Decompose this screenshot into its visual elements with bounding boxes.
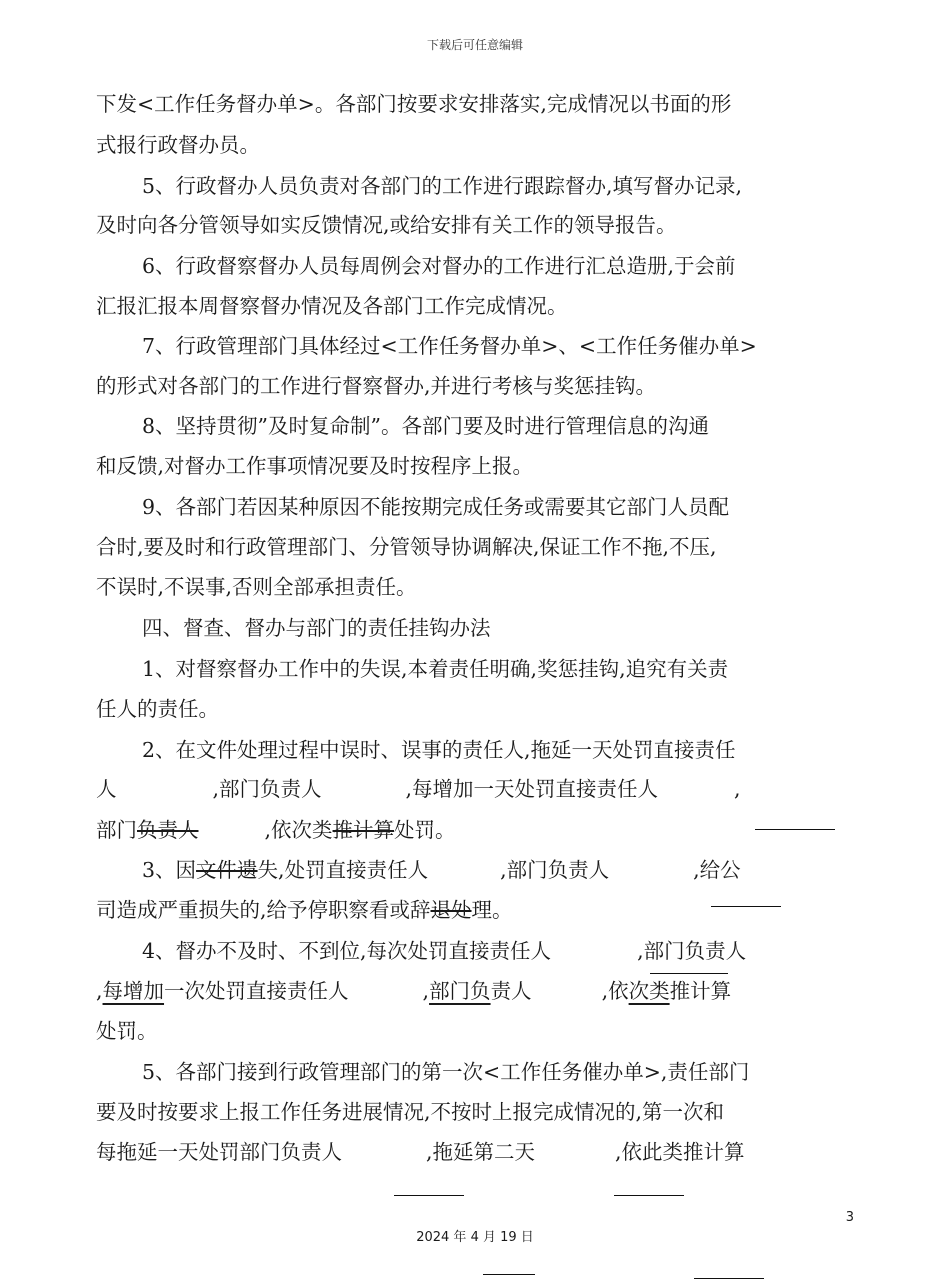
signature-blank [650,973,728,974]
body-line: 5、各部门接到行政管理部门的第一次<工作任务催办单>,责任部门 [142,1060,750,1084]
body-line: 人 ,部门负责人 ,每增加一天处罚直接责任人 , [96,777,741,801]
body-line: 合时,要及时和行政管理部门、分管领导协调解决,保证工作不拖,不压, [96,535,717,559]
section-heading: 四、督查、督办与部门的责任挂钩办法 [142,616,491,640]
body-line: 及时向各分管领导如实反馈情况,或给安排有关工作的领导报告。 [96,213,677,237]
body-line: 任人的责任。 [96,697,219,721]
body-line: 4、督办不及时、不到位,每次处罚直接责任人 ,部门负责人 [142,939,747,963]
body-line: 2、在文件处理过程中误时、误事的责任人,拖延一天处罚直接责任 [142,738,736,762]
body-line: 1、对督察督办工作中的失误,本着责任明确,奖惩挂钩,追究有关责 [142,657,729,681]
body-line: 和反馈,对督办工作事项情况要及时按程序上报。 [96,454,534,478]
page-number: 3 [845,1210,854,1225]
body-line: 3、因文件遗失,处罚直接责任人 ,部门负责人 ,给公 [142,858,741,882]
signature-blank [483,1274,535,1275]
page-header: 下载后可任意编辑 [426,38,523,52]
body-line: 汇报汇报本周督察督办情况及各部门工作完成情况。 [96,294,568,318]
body-line: 7、行政管理部门具体经过<工作任务督办单>、<工作任务催办单> [142,334,757,358]
body-line: 不误时,不误事,否则全部承担责任。 [96,575,417,599]
body-line: 6、行政督察督办人员每周例会对督办的工作进行汇总造册,于会前 [142,254,736,278]
body-line: 下发<工作任务督办单>。各部门按要求安排落实,完成情况以书面的形 [96,92,732,116]
body-line: 司造成严重损失的,给予停职察看或辞退处理。 [96,898,513,922]
body-line: ,每增加一次处罚直接责任人 ,部门负责人 ,依次类推计算 [96,979,732,1003]
body-line: 每拖延一天处罚部门负责人 ,拖延第二天 ,依此类推计算 [96,1140,745,1164]
signature-blank [394,1195,464,1196]
body-line: 处罚。 [96,1019,158,1043]
signature-blank [711,906,781,907]
signature-blank [614,1195,684,1196]
body-line: 9、各部门若因某种原因不能按期完成任务或需要其它部门人员配 [142,495,730,519]
body-line: 式报行政督办员。 [96,133,260,157]
body-line: 8、坚持贯彻”及时复命制”。各部门要及时进行管理信息的沟通 [142,414,710,438]
body-line: 部门负责人 ,依次类推计算处罚。 [96,818,456,842]
signature-blank [694,1278,764,1279]
body-line: 的形式对各部门的工作进行督察督办,并进行考核与奖惩挂钩。 [96,374,657,398]
body-line: 要及时按要求上报工作任务进展情况,不按时上报完成情况的,第一次和 [96,1100,725,1124]
body-line: 5、行政督办人员负责对各部门的工作进行跟踪督办,填写督办记录, [142,174,743,198]
signature-blank [755,829,835,830]
footer-date: 2024 年 4 月 19 日 [416,1230,534,1245]
